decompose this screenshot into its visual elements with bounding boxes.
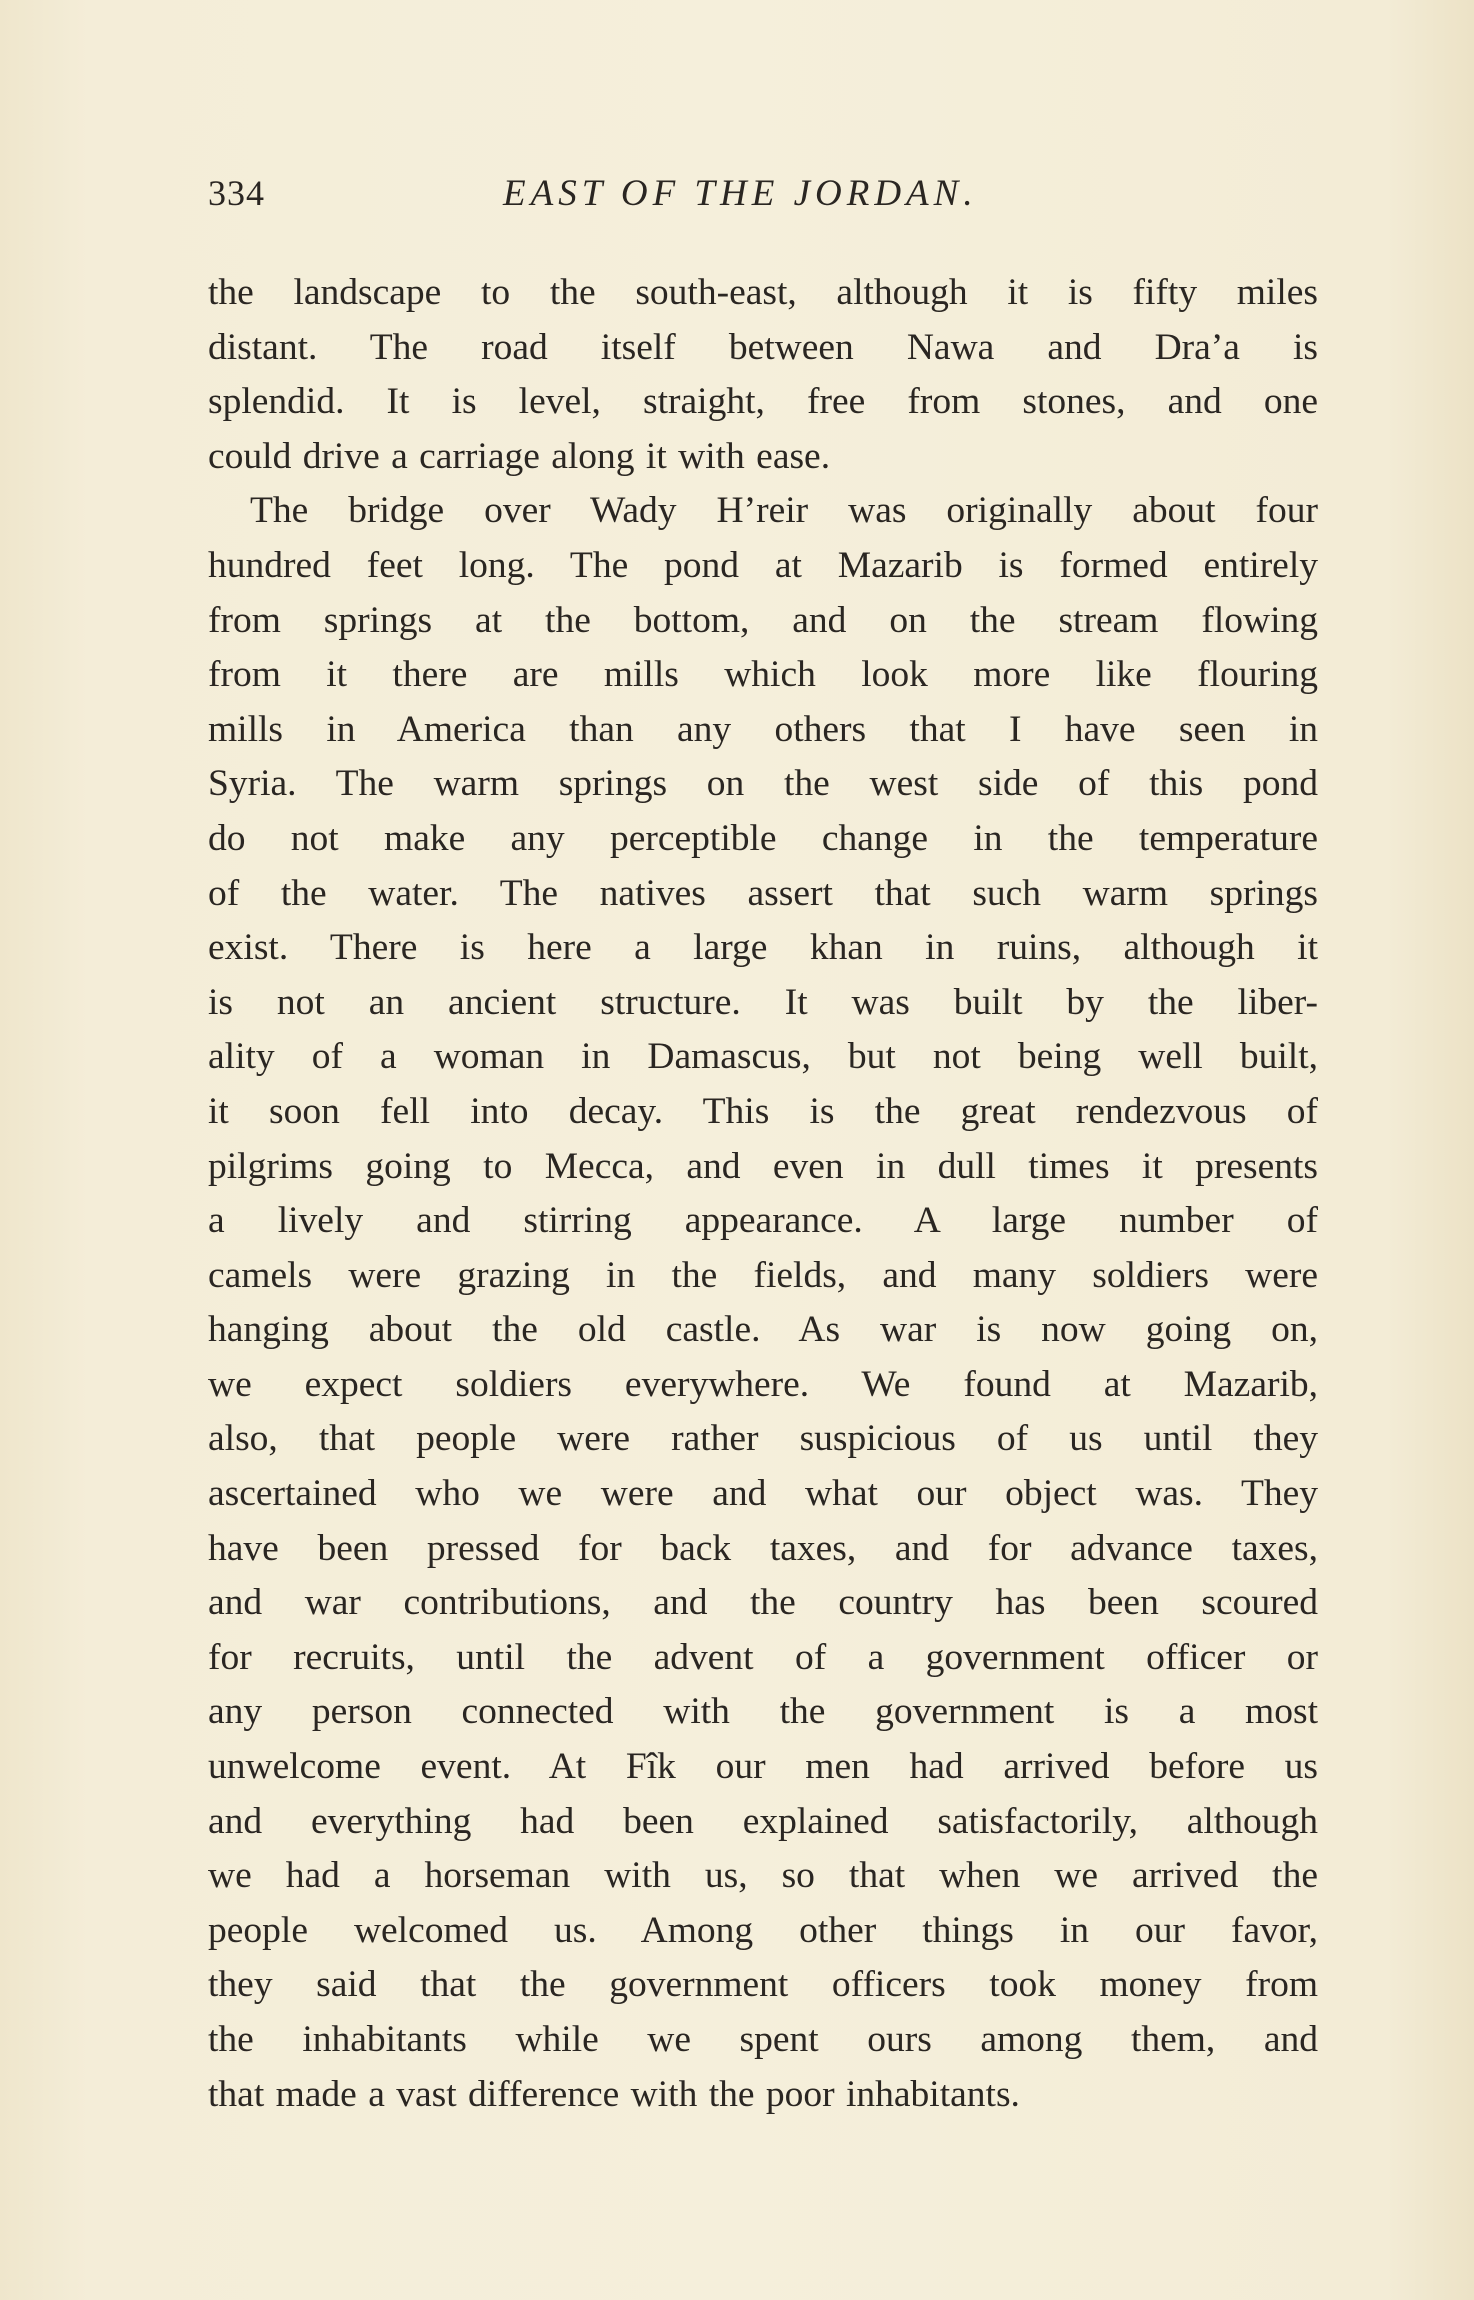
- text-line: do not make any perceptible change in the temperature: [208, 817, 1318, 859]
- text-line: Syria. The warm springs on the west side of this pond: [208, 763, 1318, 805]
- text-line: camels were grazing in the fields, and many soldiers were: [208, 1254, 1318, 1296]
- text-line: have been pressed for back taxes, and for advance taxes,: [208, 1527, 1318, 1569]
- text-line: also, that people were rather suspicious of us until they: [208, 1418, 1318, 1460]
- text-line: for recruits, until the advent of a government officer or: [208, 1636, 1318, 1678]
- text-line: that made a vast difference with the poor inhabitants.: [208, 2073, 1020, 2115]
- text-line: it soon fell into decay. This is the great rendezvous of: [208, 1090, 1318, 1132]
- text-line: from it there are mills which look more like flouring: [208, 654, 1318, 696]
- text-line: hanging about the old castle. As war is now going on,: [208, 1309, 1318, 1351]
- text-line: any person connected with the government is a most: [208, 1691, 1318, 1733]
- text-line: and everything had been explained satisfactorily, although: [208, 1800, 1318, 1842]
- text-line: the landscape to the south-east, although it is fifty miles: [208, 272, 1318, 313]
- text-line: ascertained who we were and what our object was. They: [208, 1473, 1318, 1515]
- text-line: we expect soldiers everywhere. We found at Mazarib,: [208, 1363, 1318, 1405]
- body-text: [208, 266, 1318, 2122]
- text-line: they said that the government officers took money from: [208, 1964, 1318, 2006]
- text-line: and war contributions, and the country has been scoured: [208, 1582, 1318, 1624]
- text-line: from springs at the bottom, and on the stream flowing: [208, 599, 1318, 641]
- text-line: of the water. The natives assert that such warm springs: [208, 872, 1318, 914]
- text-line: ality of a woman in Damascus, but not being well built,: [208, 1036, 1318, 1078]
- paragraph: [208, 266, 1318, 484]
- text-line: pilgrims going to Mecca, and even in dull times it presents: [208, 1145, 1318, 1187]
- text-line: a lively and stirring appearance. A large number of: [208, 1200, 1318, 1242]
- running-head: EAST OF THE JORDAN.: [503, 173, 978, 214]
- text-line: mills in America than any others that I have seen in: [208, 708, 1318, 750]
- text-line: unwelcome event. At Fîk our men had arrived before us: [208, 1746, 1318, 1788]
- page-number: 334: [208, 173, 265, 213]
- paragraph: [208, 484, 1318, 2122]
- text-line: we had a horseman with us, so that when we arrived the: [208, 1855, 1318, 1897]
- text-line: splendid. It is level, straight, free from stones, and one: [208, 381, 1318, 423]
- text-line: people welcomed us. Among other things in our favor,: [208, 1909, 1318, 1951]
- text-line: The bridge over Wady H’reir was originally about four: [250, 490, 1318, 532]
- text-line: exist. There is here a large khan in ruins, although it: [208, 927, 1318, 969]
- page-header: [208, 172, 1318, 222]
- text-line: hundred feet long. The pond at Mazarib is formed entirely: [208, 544, 1318, 586]
- text-line: the inhabitants while we spent ours among them, and: [208, 2019, 1318, 2060]
- text-line: could drive a carriage along it with ease.: [208, 435, 831, 477]
- text-line: is not an ancient structure. It was built by the liber-: [208, 981, 1318, 1023]
- text-line: distant. The road itself between Nawa and Dra’a is: [208, 326, 1318, 368]
